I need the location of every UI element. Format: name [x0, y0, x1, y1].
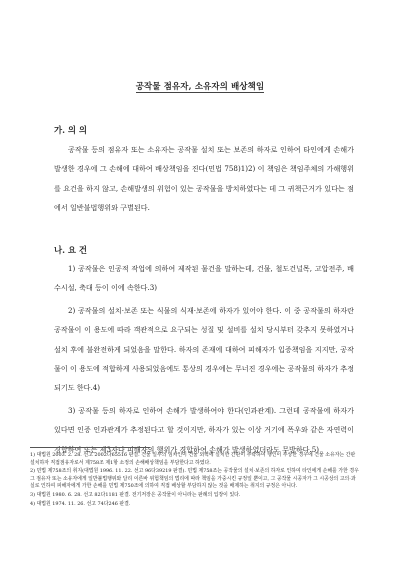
footnote-4: 4) 대법원 1974. 11. 26. 선고 74다246 판결. [30, 500, 131, 507]
footnote-2: 2) 민법 제758조의 취지(대법원 1996. 11. 22. 선고 96다39219 판결). 민법 제758조는 공작물의 설치·보존의 하자로 인하여 타인에게 손해를 가한 경우 그 점유자 또는 소유자에게 일반불법행위와 달리 이른바 위험책임의 법리에 따라 책임을 가중시킨 규정일 뿐이고, 그 공작물 시공자가 그 시공상의 고의·과실로 인하여 피해자에게 가한 손해를 민법 제750조에 의하여 직접 배상할 부담하지 않는 것을 배제하는 취지의 규정은 아니다. [30, 468, 359, 490]
footnote-1: 1) 대법원 2003. 2. 28. 선고 2002다65516 판결. 건물 일부의 임차인이 건물 외벽에 설치한 간판이 추락하여 행인이 부상한 경우에 건물 소유자는 간판 설치하자 직접점유자로서 제758조 제1항 소정의 손해배상책임을 부담한다고 하였다. [30, 452, 356, 466]
section-b-heading: 나. 요 건 [54, 245, 88, 255]
section-a-paragraph: 공작물 등의 점유자 또는 소유자는 공작물 설치 또는 보존의 하자로 인하여 타인에게 손해가 발생한 경우에 그 손해에 대하여 배상책임을 진다(민법 758)1)2) 이 책임은 책임주체의 가해행위를 요건을 하지 않고, 손해발생의 위험이 있는 공작물을 방치하였다는 데 그 귀책근거가 있다는 점에서 일반불법행위와 구별된다. [54, 145, 354, 213]
section-b-body [54, 259, 354, 459]
requirement-1-paragraph: 1) 공작물은 인공적 작업에 의하여 제작된 물건을 말하는데, 건물, 철도건널목, 고압전주, 배수시설, 축대 등이 이에 속한다.3) [54, 264, 354, 293]
footnote-divider [30, 447, 150, 448]
footnote-3: 3) 대법원 1980. 6. 28. 선고 82다1181 판결. 전기저장은 공작물이 아니라는 판례의 입장이 있다. [30, 491, 241, 498]
requirement-2-paragraph: 2) 공작물의 설치·보존 또는 식물의 식재·보존에 하자가 있어야 한다. 이 중 공작물의 하자란 공작물이 이 용도에 따라 객관적으로 요구되는 성질 및 설비를 설치 당시부터 갖추지 못하였거나 설치 후에 불완전하게 되었음을 말한다. 하자의 존재에 대하여 피해자가 입증책임을 지지만, 공작물이 이 용도에 적합하게 사용되었음에도 통상의 경우에는 무너진 경우에는 공작물의 하자가 추정되기도 한다.4) [54, 305, 354, 393]
footnotes [30, 452, 360, 509]
document-title [0, 80, 400, 92]
section-a-body [54, 140, 354, 218]
requirement-3-paragraph: 3) 공작물 등의 하자로 인하여 손해가 발생하여야 한다(인과관계). 그런데 공작물에 하자가 있다면 인증 인과관계가 추정된다고 할 것이지만, 하자가 있는 이상 거기에 폭우와 같은 자연력이 경합하여 또는 제3자나 피해자의 행위가 경합하여 손해가 발생하였더라도 무방하다.5) [54, 405, 354, 454]
document-title-text: 공작물 점유자, 소유자의 배상책임 [135, 81, 265, 91]
section-a-heading: 가. 의 의 [54, 125, 88, 135]
